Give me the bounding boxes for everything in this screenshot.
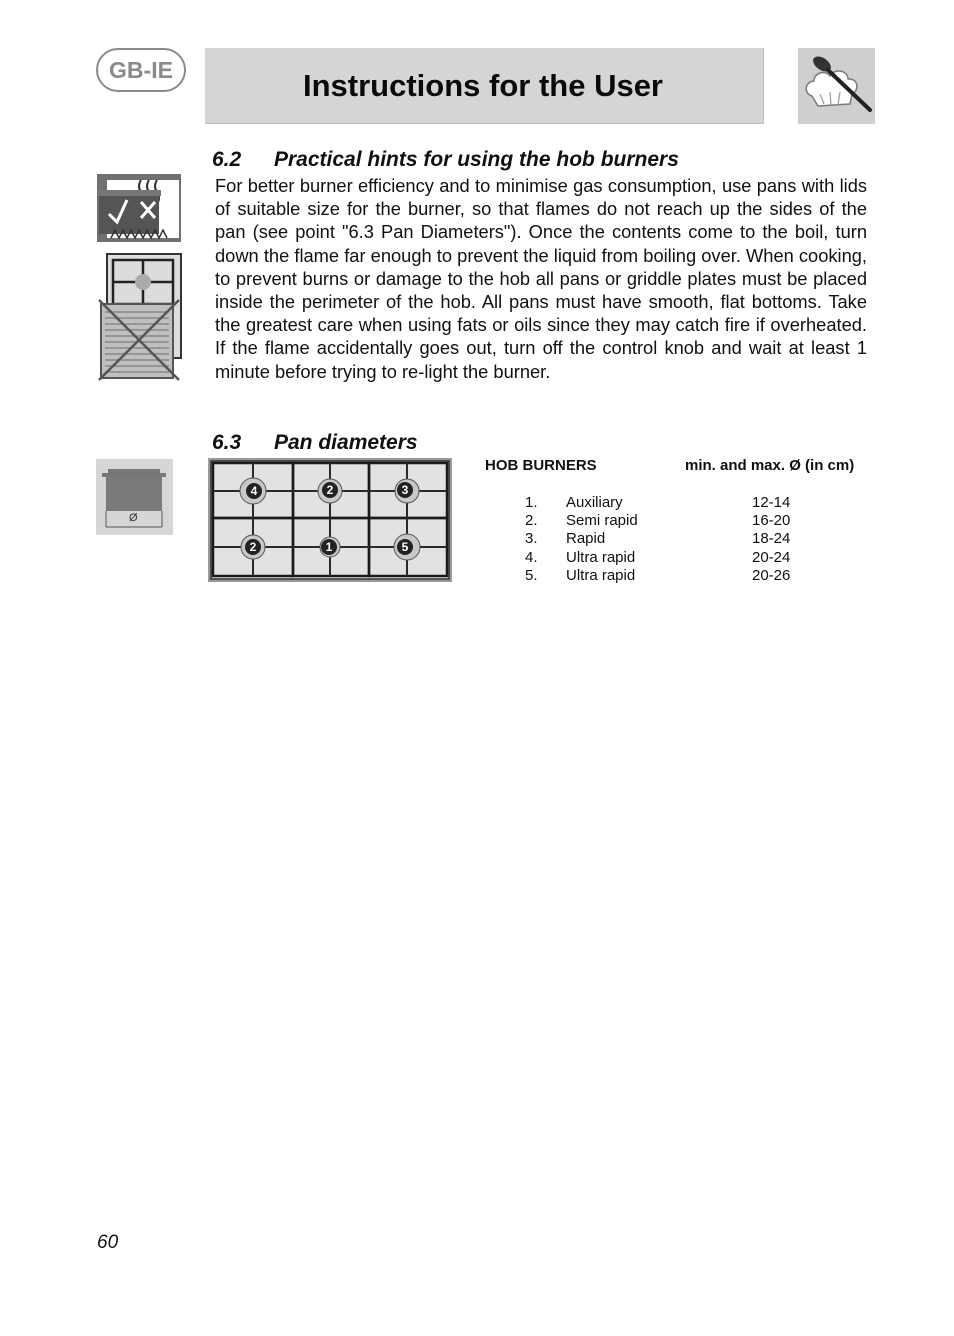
burner-label-3: 3 [397,482,413,498]
table-row [485,549,875,567]
pan-diameter-symbol: Ø [129,512,138,524]
pan-diameter-icon [96,459,173,535]
row-burner-name: Semi rapid [566,512,638,530]
table-row [485,494,875,512]
row-diameter-range: 16-20 [752,512,791,530]
pan-with-lid-check-icon [97,174,181,242]
row-number: 5. [525,566,538,584]
section-title: Pan diameters [274,431,418,454]
section-6-2-body: For better burner efficiency and to minimise gas consumption, use pans with lids of suitable size for the burner, so that flames do not reach up the sides of the pan (see point "6.3 Pan Diameters"). Once the contents come to the boil, turn down the flame far enough to prevent the liquid from boiling over. When cooking, to prevent burns or damage to the hob all pans or griddle plates must be placed inside the perimeter of the hob. All pans must have smooth, flat bottoms. Take the greatest care when using fats or oils since they may catch fire if overheated. If the flame accidentally goes out, turn off the control knob and wait at least 1 minute before trying to re-light the burner. [215,175,867,382]
table-row [485,512,875,530]
section-6-2-heading [212,148,679,172]
chef-hat-spoon-icon [798,48,875,124]
row-burner-name: Rapid [566,530,606,548]
table-header-row [485,457,875,477]
row-burner-name: Ultra rapid [566,548,636,566]
row-number: 3. [525,530,538,548]
section-6-3-heading [212,431,418,455]
language-badge-label: GB-IE [109,56,173,83]
burner-label-2-bottom: 2 [245,539,261,555]
hob-burners-diagram [208,458,452,582]
row-diameter-range: 20-26 [752,566,791,584]
row-diameter-range: 20-24 [752,548,791,566]
burner-label-5: 5 [397,539,413,555]
burner-label-2-top: 2 [322,482,338,498]
table-header-diameter: min. and max. Ø (in cm) [685,457,855,474]
table-row [485,567,875,585]
griddle-on-hob-crossed-icon [97,252,183,382]
row-number: 4. [525,548,538,566]
row-diameter-range: 12-14 [752,494,791,511]
row-diameter-range: 18-24 [752,530,791,548]
section-title: Practical hints for using the hob burners [274,148,679,171]
row-number: 1. [525,494,538,511]
page-header [205,48,764,124]
language-badge [96,48,186,92]
table-row [485,530,875,548]
row-burner-name: Auxiliary [566,494,623,511]
pan-diameters-table [485,457,875,585]
row-number: 2. [525,512,538,530]
burner-label-1: 1 [321,539,337,555]
table-header-burners: HOB BURNERS [485,457,597,474]
section-number: 6.2 [212,148,242,171]
row-burner-name: Ultra rapid [566,566,636,584]
burner-label-4: 4 [246,483,262,499]
page-title: Instructions for the User [303,67,663,103]
page-number: 60 [97,1232,119,1253]
section-number: 6.3 [212,431,242,454]
